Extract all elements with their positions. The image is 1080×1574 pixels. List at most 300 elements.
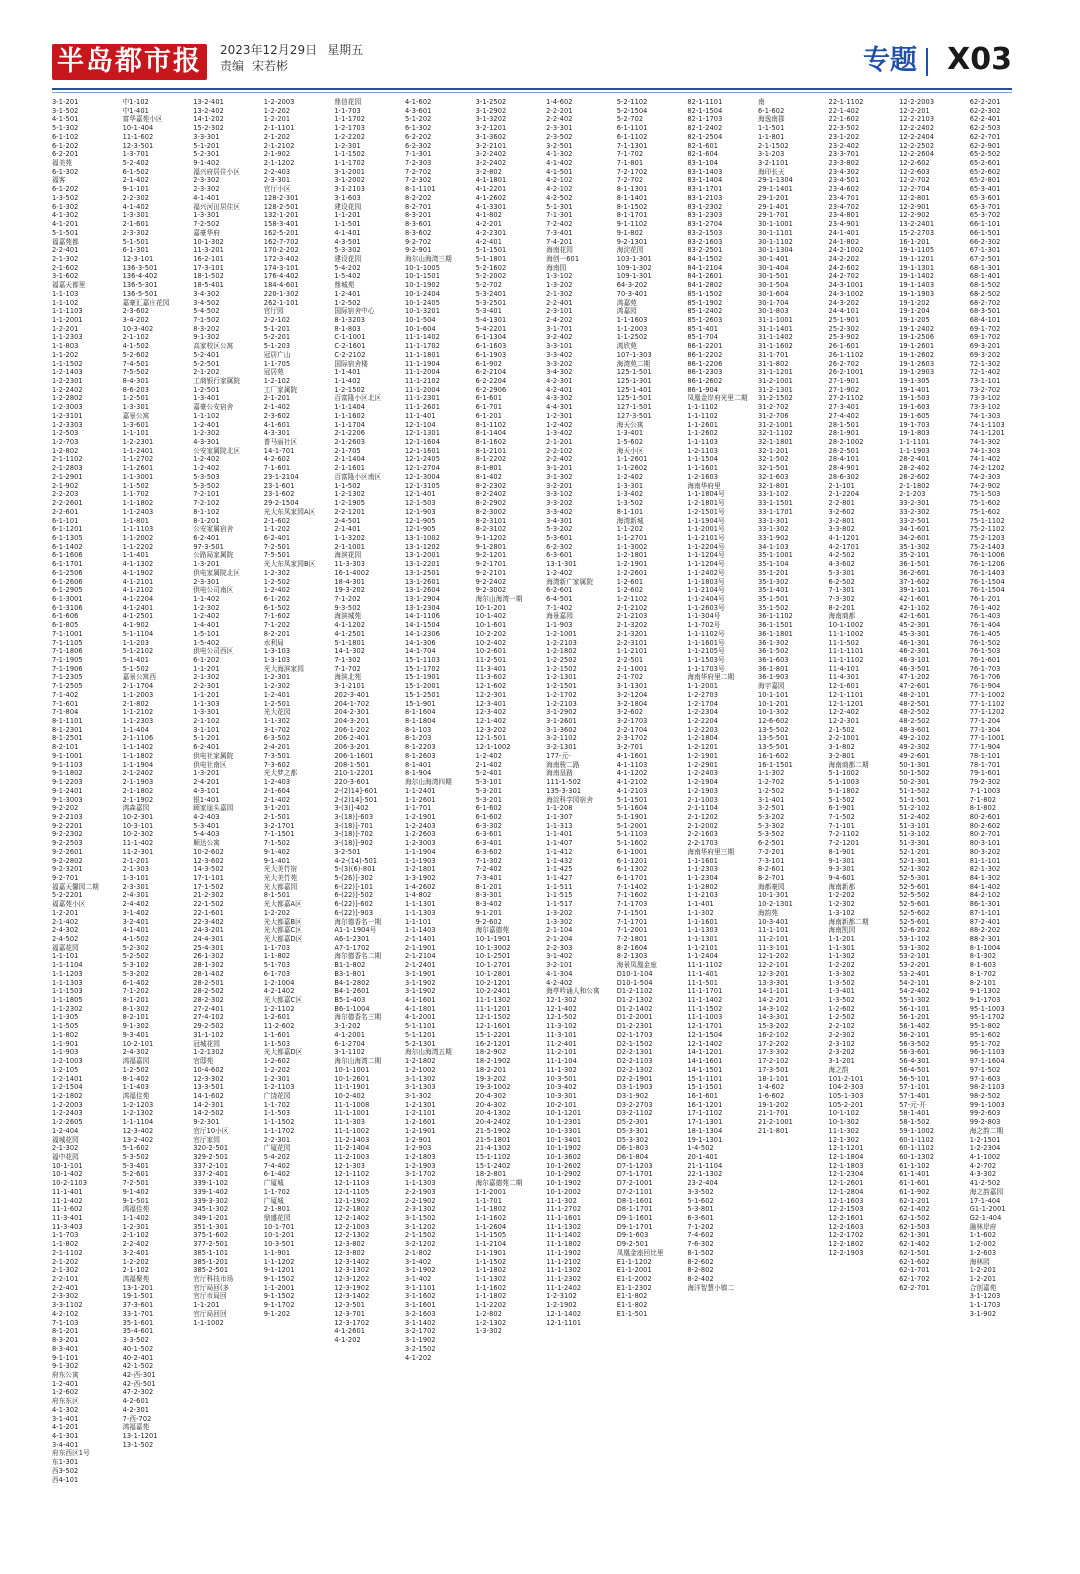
listing-entry: 1-1-2304 [687,873,719,882]
listing-entry: 7-2-1102 [828,830,860,839]
listing-entry: 海创一601 [546,254,580,263]
listing-entry: 11-1-1003 [687,1013,723,1022]
listing-entry: 1-5-402 [193,638,220,647]
listing-entry: 74-1-302 [969,438,1001,447]
listing-entry: 海尔德香名一期 [334,917,382,926]
listing-entry: 11-1-2004 [404,368,440,377]
listing-entry: 1-1-2101号 [687,533,725,542]
listing-entry: 5-1-602 [122,1144,150,1153]
listing-entry: 42-西-301 [122,1370,156,1379]
listing-entry: 62-2-901 [969,141,1001,150]
listing-entry: 1-1-2404号 [687,594,725,603]
listing-entry: 12-2-1503 [828,1205,864,1214]
listing-entry: 1-3-302 [475,1327,502,1336]
listing-entry: 1-2-201 [969,1266,997,1275]
listing-entry: 海滨北苑 [334,673,362,682]
listing-entry: 3-1-1203 [969,1292,1001,1301]
listing-entry: 9-1-2203 [52,778,83,787]
listing-entry: 30-1-1001 [757,220,793,229]
listing-entry: 5-1-301 [546,202,573,211]
listing-entry: 1-1-102 [193,411,220,420]
listing-entry: 7-西-702 [122,1414,152,1423]
listing-entry: 107-1-303 [616,350,652,359]
listing-entry: 3-1-2001 [334,167,366,176]
listing-entry: 60-1-1302 [899,1152,935,1161]
listing-entry: D9-1-603 [616,1231,649,1240]
listing-entry: 7-2-201 [757,847,785,856]
listing-entry: 1-2-2403 [52,1109,83,1118]
listing-entry: 2-2-402 [122,1240,150,1249]
listing-entry: 1-1-401 [334,368,361,377]
listing-entry: 3-1-1302 [404,1074,436,1083]
listing-entry: 11-2-401 [546,1039,577,1048]
listing-entry: 15-1-1501 [687,1083,723,1092]
listing-entry: 62-2-503 [969,124,1001,133]
listing-entry: 12-1-601 [828,682,860,691]
listing-entry: 7-6-302 [687,1240,714,1249]
listing-entry: 35-1-302 [757,577,789,586]
listing-entry: 建设花园 [334,254,362,263]
listing-entry: 10-1-601 [475,621,507,630]
listing-entry: 23-4-801 [828,211,860,220]
listing-entry: 28-2-302 [193,996,224,1005]
listing-entry: 海南商都二期 [828,760,869,769]
listing-entry: 10-2-1201 [475,978,511,987]
listing-entry: 5-3-502 [193,481,220,490]
listing-entry: 11-1-1302 [546,1222,582,1231]
listing-entry: 4-2-502 [828,551,855,560]
listing-entry: 9-2-2601 [52,847,83,856]
listing-entry: 1-1-702 [122,490,150,499]
listing-entry: 2-1-902 [263,150,291,159]
listing-entry: 2-1-1104 [687,804,719,813]
listing-entry: 1-1-702 [263,1187,291,1196]
listing-entry: 1-1-1904 [122,760,154,769]
listing-entry: 1-1-2302 [52,1004,83,1013]
listing-entry: 210-1-2201 [334,769,374,778]
listing-entry: 10-2-302 [122,830,154,839]
listing-entry: 2-1-102 [122,333,150,342]
listing-entry: 8-6-203 [122,385,150,394]
listing-entry: 33-1-302 [757,525,789,534]
listing-entry: 9-1-302 [122,1022,150,1031]
listing-entry: 3-1-602 [52,272,79,281]
listing-entry: 10-1-1501 [404,272,440,281]
listing-entry: 75-2-1203 [969,533,1005,542]
listing-entry: 12-1-302 [828,1135,860,1144]
listing-entry: 62-2-201 [969,98,1001,106]
listing-entry: 1-1-901 [52,1039,79,1048]
listing-entry: 7-1-502 [828,812,855,821]
listing-entry: 1-1-903 [546,621,573,630]
listing-entry: 1-3-401 [193,394,220,403]
listing-entry: 12-2-902 [899,211,930,220]
listing-entry: 4-1-1103 [616,760,648,769]
listing-entry: 4-1-302 [52,211,79,220]
listing-entry: 4-1-301 [52,1431,79,1440]
listing-entry: 8-1-803 [334,324,361,333]
listing-entry: 8-1-801 [475,464,502,473]
listing-entry: 6-3-401 [475,839,502,848]
listing-entry: 5-3-201 [475,795,502,804]
listing-entry: 1-2-602 [52,1388,79,1397]
listing-entry: 6-2-302 [404,141,432,150]
listing-entry: 65-3-701 [969,202,1001,211]
listing-entry: 工商银行家属院 [193,377,241,385]
listing-entry: 3-1-502 [52,106,79,115]
listing-entry: 8-1-302 [122,1004,150,1013]
listing-entry: 8-1-1602 [475,438,507,447]
listing-entry: 2-3-302 [122,228,150,237]
listing-entry: 10-1-1001 [334,1065,370,1074]
listing-entry: 9-1-301 [828,856,855,865]
listing-entry: 1-2-1901 [687,751,719,760]
listing-entry: 77-1-204 [969,717,1001,726]
listing-entry: 1-1-203 [122,638,150,647]
listing-entry: 5-2-2002 [475,272,507,281]
listing-entry: 99-1-1003 [969,1100,1005,1109]
listing-entry: 26-2-702 [828,359,860,368]
listing-entry: 12-1-1105 [334,1187,370,1196]
listing-entry: 12-1-202 [757,952,789,961]
listing-entry: 162-5-201 [263,228,299,237]
listing-entry: 2-1-2103 [616,612,648,621]
listing-entry: 3-2-701 [616,743,644,752]
listing-entry: 21-1-1104 [687,1161,723,1170]
listing-entry: 36-1-502 [757,647,789,656]
listing-entry: 7-1-702 [334,664,361,673]
listing-entry: 1-2-1302 [334,490,366,499]
listing-entry: 12-1-3004 [404,472,440,481]
listing-entry: 3-(18)]-603 [334,812,374,821]
listing-entry: 6-1-1102 [616,132,648,141]
listing-entry: 56-4-501 [899,1065,930,1074]
listing-entry: 鸿福聚苑 [122,1275,150,1284]
listing-entry: 1-1-305 [52,1013,79,1022]
listing-entry: 2-2-601 [52,507,79,516]
listing-entry: 28-4-101 [828,455,860,464]
listing-entry: 6-1-302 [404,124,432,133]
listing-entry: 海尔山海湾五期 [404,1048,452,1057]
listing-entry: 供电社家属院 [193,751,234,760]
listing-entry: 1-1-201 [193,1301,220,1310]
listing-entry: 1-2-1004 [263,978,295,987]
listing-entry: 2-2-201 [546,106,573,115]
listing-entry: 9-3-301 [828,865,855,874]
listing-entry: 13-1-2001 [404,551,440,560]
listing-entry: 15-1-1102 [475,1152,511,1161]
listing-entry: 1-1-1204号 [687,551,725,560]
listing-entry: 1-3-201 [193,560,220,569]
listing-entry: 1-2-402 [475,751,502,760]
listing-entry: 3-3-502 [122,1336,150,1345]
listing-entry: 1-1-208 [546,804,573,813]
listing-entry: 13-2-402 [193,106,224,115]
listing-entry: 鸿嘉园 [616,307,637,316]
listing-entry: 9-1-201 [475,908,502,917]
listing-column [899,98,970,1560]
listing-entry: 6-1-1701 [616,873,648,882]
listing-entry: 24-3-201 [193,926,224,935]
listing-entry: 1-3-302 [828,969,855,978]
listing-entry: 21-5-1801 [475,1135,511,1144]
listing-entry: 7-1-1905 [52,656,83,664]
listing-entry: 23-1-601 [263,481,295,490]
listing-entry: 3-1-701 [546,324,573,333]
listing-entry: 1-2-1502 [334,385,366,394]
listing-entry: 87-2-401 [969,917,1001,926]
listing-entry: 1-2-3101 [52,411,83,420]
listing-entry: 10-3-402 [122,324,154,333]
listing-entry: 7-1-402 [546,603,573,612]
listing-entry: 31-2-1502 [757,394,793,403]
listing-entry: 16-1-4002 [334,568,370,577]
listing-entry: 76-1-503 [969,647,1001,656]
listing-entry: 4-2-(14)-501 [334,856,378,865]
listing-entry: 27-3-401 [828,403,860,412]
listing-entry: 4-1-2101 [122,577,154,586]
listing-entry: 19-1-605 [899,411,930,420]
listing-entry: 9-1-2401 [52,786,83,795]
listing-entry: 2-1-1102 [52,455,83,464]
listing-entry: 15-1-1101 [687,1074,723,1083]
listing-entry: 10-1-402 [475,612,507,621]
listing-entry: 33-1-1501 [757,499,793,508]
listing-entry: 28-2-1002 [828,438,864,447]
listing-entry: 67-1-301 [969,246,1001,255]
listing-entry: 12-1-1803 [828,1161,864,1170]
listing-entry: 2-1-302 [52,254,79,263]
listing-entry: 1-1-402 [193,594,220,603]
listing-entry: 7-1-601 [263,464,291,473]
listing-entry: 3-1-401 [52,1414,79,1423]
listing-entry: 7-3-401 [475,873,502,882]
listing-entry: 8-1-201 [52,1327,79,1336]
listing-entry: 2-1-1704 [122,682,154,691]
listing-entry: 3-2-1201 [475,124,507,133]
listing-entry: 海南凯园 [828,926,856,935]
listing-entry: 1-1-1301 [687,935,719,943]
listing-entry: 5-1-2102 [122,647,154,656]
listing-entry: 1-1-701 [475,1196,502,1205]
listing-entry: 1-2-302 [828,900,855,909]
listing-entry: 嘉豪华府 [193,228,220,237]
listing-entry: 6-1-101 [52,516,79,525]
listing-entry: 35-2-101 [899,551,930,560]
listing-entry: 4-1-402 [546,159,573,168]
listing-entry: 1-2-1501号 [687,507,725,516]
listing-entry: 125-1-501 [616,368,652,377]
listing-entry: 4-1-1601 [404,996,436,1005]
issue-date: 2023年12月29日 [220,43,318,57]
listing-entry: 2-1-1202 [687,812,719,821]
listing-entry: 83-2-1603 [687,237,723,246]
listing-entry: 22-1-602 [828,115,860,124]
listing-entry: 海南新都二期 [828,917,869,926]
listing-entry: 1-2-2003 [263,98,295,106]
listing-entry: 5-3-502 [122,1152,150,1161]
listing-entry: 福嘉天都里 [52,281,86,290]
listing-entry: 1-4-602 [757,1083,785,1092]
listing-entry: 22-1-402 [828,106,860,115]
listing-entry: 11-2-1404 [334,1144,370,1153]
listing-entry: 19-3-202 [334,586,366,595]
listing-entry: 23-4-901 [828,220,860,229]
listing-entry: 2-1-1102 [52,1248,83,1257]
listing-entry: 9-2-2302 [52,830,83,839]
listing-entry: 6-1-202 [52,141,79,150]
listing-entry: 5-2-301 [193,150,220,159]
listing-entry: 17-1-101 [193,873,224,882]
listing-entry: 1-3-202 [546,908,573,917]
listing-entry: 光大东凤家园A区 [263,507,316,516]
listing-entry: 11-1-1002 [828,629,864,638]
listing-entry: 5-4-202 [263,1152,291,1161]
listing-entry: 6-2-2204 [475,377,507,385]
listing-entry: 95-1-602 [969,1030,1001,1039]
listing-entry: 76-1-403 [969,612,1001,621]
listing-entry: 2-4-501 [334,516,361,525]
listing-entry: 海之韵 [828,1065,849,1074]
listing-entry: 345-1-302 [193,1205,229,1214]
listing-entry: 47-2-601 [899,682,930,691]
listing-entry: 1-1-2204号 [687,542,725,551]
listing-entry: 6-1-602 [757,106,785,115]
listing-entry: 9-1-302 [193,333,220,342]
listing-entry: 1-1-1503 [52,987,83,996]
listing-entry: 1-3-302 [546,917,573,926]
listing-entry: 6-1-2506 [52,568,83,577]
listing-entry: 19-1-803 [899,429,930,438]
listing-entry: 1-1-1502 [334,150,366,159]
listing-entry: 62-1-402 [899,1205,930,1214]
listing-entry: 9-1-101 [122,185,150,194]
listing-entry: 1-1-202 [263,525,291,534]
listing-entry: 30-1-504 [757,281,789,290]
listing-entry: 19-1-1301 [687,1135,723,1144]
listing-entry: 4-1-2001 [334,1030,366,1039]
listing-entry: 4-3-302 [546,394,573,403]
listing-entry: 65-3-601 [969,193,1001,202]
listing-entry: 19-1-1201 [899,254,935,263]
listing-entry: 33-2-301 [899,499,930,508]
listing-entry: 公安家属院北区 [193,446,241,455]
listing-entry: 1-2-501 [193,385,220,394]
listing-entry: 海林园 [969,1257,990,1266]
listing-entry: 1-2-501 [122,394,150,403]
listing-entry: 2-2-403 [263,167,291,176]
listing-entry: 1-1-1704 [334,420,366,429]
listing-entry: 12-2-602 [899,159,930,168]
listing-entry: 嘉景公寓 [122,411,150,420]
listing-entry: 11-1-303 [334,1118,366,1127]
listing-entry: 10-2-301 [122,812,154,821]
listing-entry: 2-2-801 [828,499,855,508]
listing-entry: 8-1-103 [404,725,432,734]
listing-entry: 27-4-102 [193,1013,224,1022]
listing-entry: 1-4-802 [404,891,432,900]
listing-entry: 3-2-201 [546,481,573,490]
listing-entry: 65-2-801 [969,176,1001,185]
listing-entry: 82-1-302 [969,865,1001,874]
listing-entry: 12-1-402 [546,1004,577,1013]
listing-entry: 5-1-203 [263,342,291,351]
listing-entry: 8-1-201 [475,882,502,891]
listing-entry: G1-1-2001 [969,1205,1006,1214]
listing-entry: 3-1-201 [828,1057,855,1066]
listing-entry: 1-1-2402号 [687,568,725,577]
listing-entry: 1-1-1504 [687,455,719,464]
listing-entry: 1-2-1103 [687,446,719,455]
listing-entry: 25-4-301 [193,943,224,952]
listing-entry: 86-1-301 [969,900,1001,909]
listing-entry: 29-1-201 [757,193,789,202]
listing-entry: 1-1-2603号 [687,603,725,612]
listing-entry: 11-1-2102 [546,1257,582,1266]
listing-entry: 82-1-1703 [687,115,723,124]
listing-column [758,98,829,1560]
listing-entry: 30-1-1102 [757,237,793,246]
listing-entry: 13-3-301 [757,978,789,987]
listing-entry: 73-2-702 [969,385,1001,394]
listing-entry: 10-1-201 [475,603,507,612]
listing-entry: 4-2-602 [263,455,291,464]
listing-entry: 69-1-702 [969,333,1001,342]
listing-column [52,98,123,1560]
listing-entry: 32-1-501 [757,464,789,473]
listing-entry: 4-2-102 [546,185,573,194]
listing-entry: 中1-401 [122,106,149,115]
listing-entry: 7-1-702 [616,150,644,159]
listing-entry: 8-1-201 [193,516,220,525]
listing-entry: 8-2-101 [969,978,997,987]
listing-entry: 85-1-2603 [687,315,723,324]
listing-entry: 17-3-302 [757,1048,789,1057]
listing-entry: 1-1-302 [263,717,291,726]
listing-entry: 2-4-502 [52,935,79,943]
listing-entry: 53-1-102 [899,935,930,943]
listing-entry: 50-2-301 [899,778,930,787]
listing-entry: 4-1-1601 [616,751,648,760]
listing-entry: 官厅科技市场 [193,1275,234,1284]
listing-entry: 7-3-302 [828,594,855,603]
listing-entry: 29-1-1401 [757,185,793,194]
listing-entry: 62-2-302 [969,106,1001,115]
listing-entry: 10-1-302 [828,1118,860,1127]
listing-entry: 10-1-1201 [546,1109,582,1118]
listing-entry: 9-2-701 [52,873,79,882]
listing-entry: 12-1-1103 [334,1179,370,1188]
listing-entry: 12-2-1003 [334,1222,370,1231]
listing-entry: 9-2-2103 [52,812,83,821]
listing-entry: 5-3-401 [475,307,502,316]
listing-column [264,98,335,1560]
listing-entry: 5-3-503 [193,472,220,481]
listing-entry: 1-1-2104 [475,1240,507,1249]
listing-entry: 东1-301 [52,1458,79,1467]
listing-entry: 4-1-502 [122,935,150,943]
listing-entry: 2-1-101 [828,481,855,490]
listing-entry: 1-1-313 [546,821,573,830]
listing-entry: 6-1-1001 [616,847,648,856]
listing-entry: 19-1-1903 [899,289,935,298]
listing-entry: 220-1-302 [263,289,299,298]
listing-entry: 1-2-1203 [122,1100,154,1109]
listing-entry: D9-2-501 [616,1240,649,1249]
listing-entry: 6-2-202 [404,132,432,141]
listing-entry: 12-3-1202 [334,1275,370,1284]
listing-entry: 3-1-1902 [404,978,436,987]
